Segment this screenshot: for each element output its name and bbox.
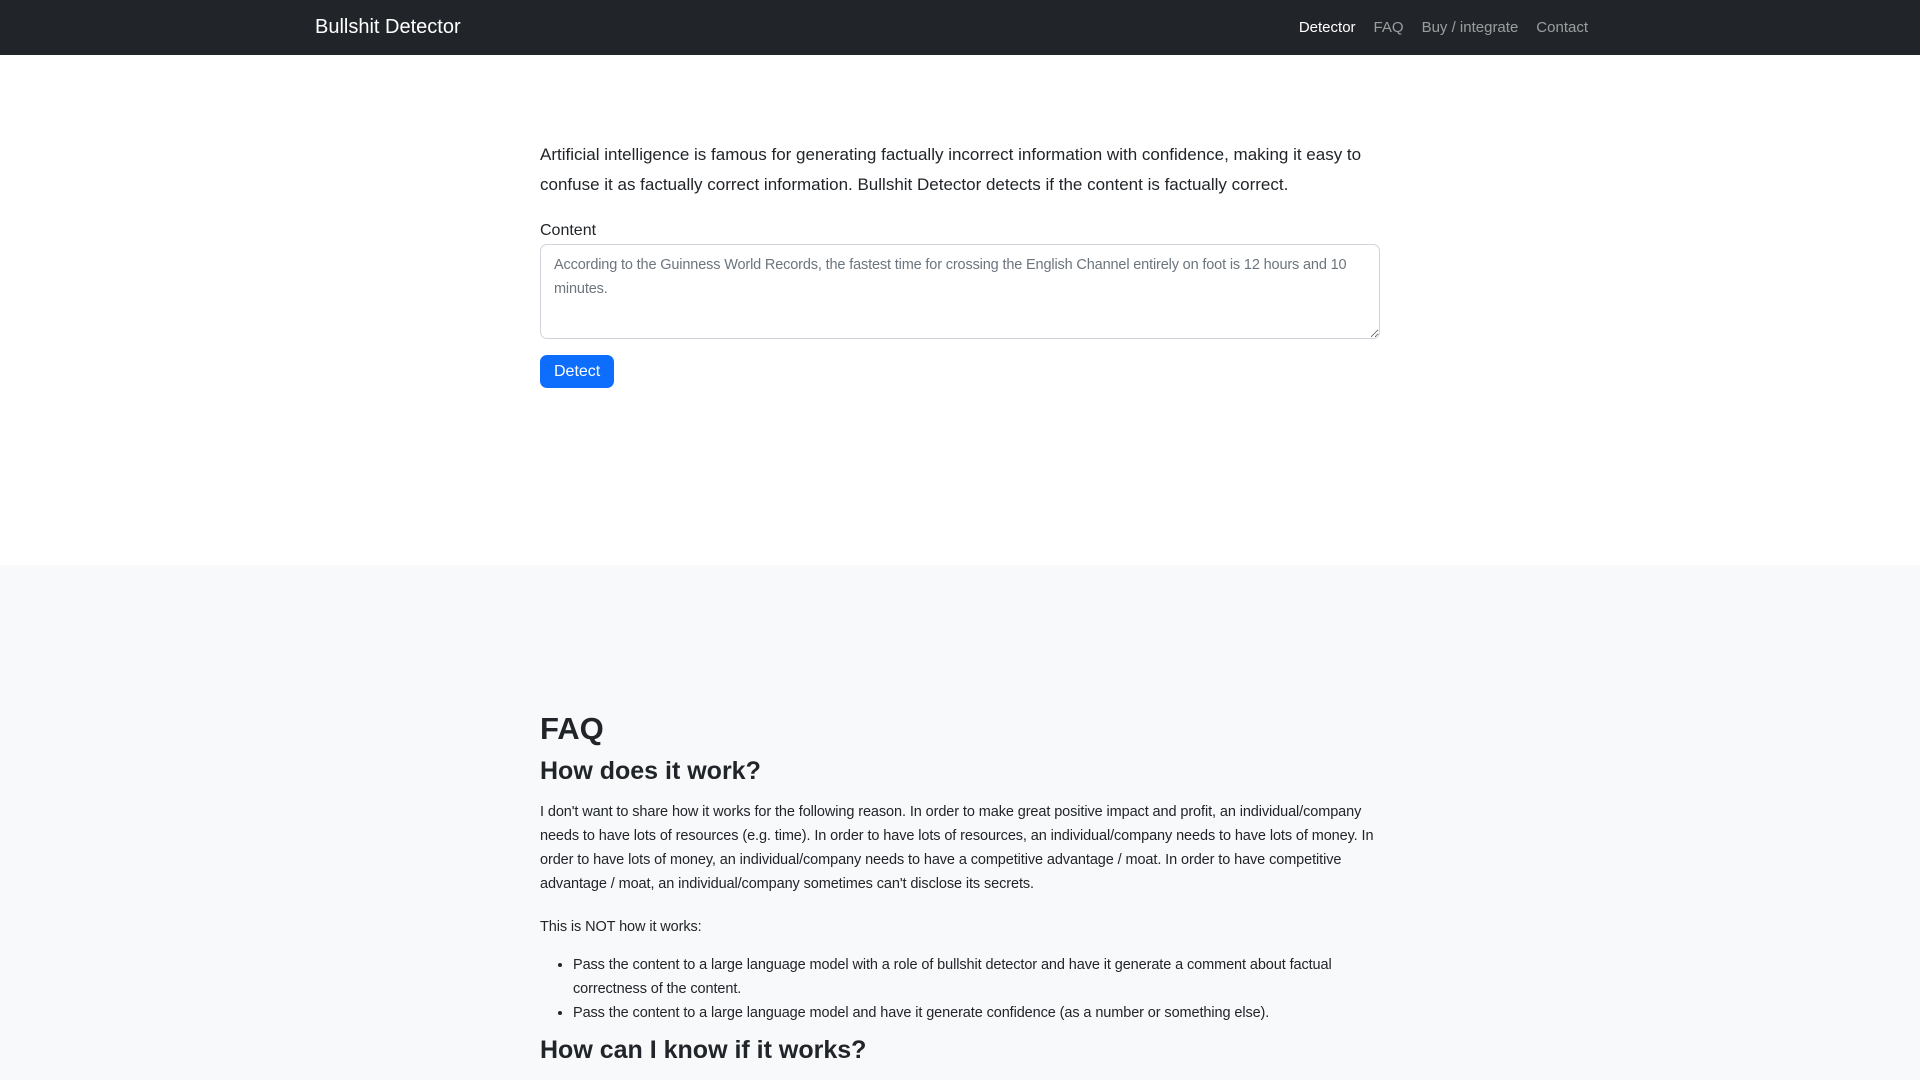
detector-section (0, 55, 1920, 565)
detect-button[interactable]: Detect (540, 355, 614, 388)
detector-column (540, 140, 1380, 388)
intro-text: Artificial intelligence is famous for generating factually incorrect information with confidence, making it easy to confuse it as factually correct information. Bullshit Detector detects if the content is factually correct. (540, 145, 1362, 194)
nav-link-faq[interactable]: FAQ (1373, 19, 1404, 36)
faq-column (540, 711, 1380, 1066)
brand-link[interactable]: Bullshit Detector (315, 16, 461, 38)
nav-links (1290, 19, 1588, 36)
content-textarea[interactable] (540, 244, 1380, 339)
navbar-container (0, 16, 1920, 39)
nav-link-detector[interactable]: Detector (1298, 19, 1356, 36)
faq-not-how-paragraph: This is NOT how it works: (540, 919, 702, 935)
faq-section (0, 565, 1920, 1080)
faq-not-how-list (540, 953, 1380, 1025)
faq-know-heading: How can I know if it works? (540, 1036, 867, 1064)
faq-bullet-item: • Pass the content to a large language model with a role of bullshit detector and have it generate a comment about factual correctness of the content. (573, 953, 1380, 1001)
nav-link-buy-integrate[interactable]: Buy / integrate (1421, 19, 1519, 36)
main-navbar (0, 0, 1920, 55)
faq-bullet-item: • Pass the content to a large language model and have it generate confidence (as a number or something else). (573, 1001, 1380, 1025)
faq-title: FAQ (540, 711, 604, 746)
faq-how-heading: How does it work? (540, 757, 761, 785)
faq-how-paragraph: I don't want to share how it works for the following reason. In order to make great positive impact and profit, an individual/company needs to have lots of resources (e.g. time). In order to have lots of resources, an individual/company needs to have lots of money. In order to have lots of money, an individual/company needs to have a competitive advantage / moat. In order to have competitive advantage / moat, an individual/company sometimes can't disclose its secrets. (540, 804, 1374, 892)
nav-link-contact[interactable]: Contact (1536, 19, 1588, 36)
content-label: Content (540, 222, 597, 239)
